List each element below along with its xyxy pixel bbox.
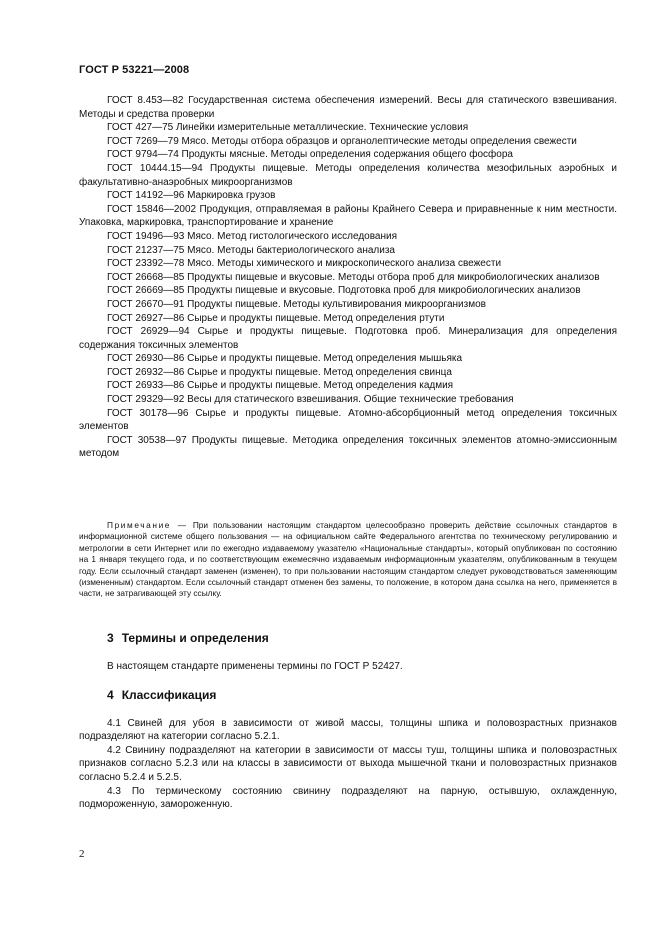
page-number: 2 — [79, 848, 85, 860]
reference-item: ГОСТ 26930—86 Сырье и продукты пищевые. Метод определения мышьяка — [107, 353, 463, 365]
reference-item: ГОСТ 26668—85 Продукты пищевые и вкусовые. Методы отбора проб для микробиологических анализов — [107, 271, 600, 283]
section-4-heading — [107, 688, 216, 702]
reference-item: ГОСТ 8.453—82 Государственная система обеспечения измерений. Весы для статического взвешивания. Методы и средства проверки — [79, 95, 617, 120]
section-number: 3 — [107, 631, 114, 645]
reference-item: ГОСТ 19496—93 Мясо. Метод гистологического исследования — [107, 230, 398, 242]
reference-item: ГОСТ 26670—91 Продукты пищевые. Методы культивирования микроорганизмов — [107, 298, 486, 310]
reference-item: ГОСТ 21237—75 Мясо. Методы бактериологического анализа — [107, 244, 395, 256]
reference-item: ГОСТ 29329—92 Весы для статического взвешивания. Общие технические требования — [107, 394, 514, 406]
reference-item: ГОСТ 26669—85 Продукты пищевые и вкусовые. Подготовка проб для микробиологических анализов — [107, 285, 581, 297]
section-3-heading — [107, 631, 269, 645]
clause-4-1: 4.1 Свиней для убоя в зависимости от живой массы, толщины шпика и половозрастных признаков подразделяют на категории согласно 5.2.1. — [79, 718, 617, 743]
reference-item: ГОСТ 9794—74 Продукты мясные. Методы определения содержания общего фосфора — [107, 149, 513, 161]
reference-item: ГОСТ 15846—2002 Продукция, отправляемая в районы Крайнего Севера и приравненные к ним местности. Упаковка, маркировка, транспортирование и хранение — [79, 203, 617, 229]
reference-item: ГОСТ 14192—96 Маркировка грузов — [107, 190, 276, 202]
normative-references-list — [79, 94, 617, 461]
document-header: ГОСТ Р 53221—2008 — [79, 64, 190, 76]
clause-4-3: 4.3 По термическому состоянию свинину подразделяют на парную, остывшую, охлажденную, подмороженную, замороженную. — [79, 786, 617, 811]
section-title: Термины и определения — [121, 631, 269, 645]
section-3-text: В настоящем стандарте применены термины по ГОСТ Р 52427. — [107, 661, 403, 672]
reference-item: ГОСТ 26927—86 Сырье и продукты пищевые. Метод определения ртути — [107, 312, 445, 324]
reference-item: ГОСТ 26933—86 Сырье и продукты пищевые. Метод определения кадмия — [107, 380, 454, 392]
reference-item: ГОСТ 427—75 Линейки измерительные металлические. Технические условия — [107, 122, 469, 134]
note-text: При пользовании настоящим стандартом целесообразно проверить действие ссылочных стандартов в информационной системе общего пользования — на официальном сайте Федерального агентства по техническому регулированию и метрологии в сети Интернет или по ежегодно издаваемому указателю «Национальные стандарты», который опубликован по состоянию на 1 января текущего года, и по соответствующим ежемесячно издаваемым информационным указателям, опубликованным в текущем году. Если ссылочный стандарт заменен (изменен), то при пользовании настоящим стандартом следует руководствоваться заменяющим (измененным) стандартом. Если ссылочный стандарт отменен без замены, то положение, в котором дана ссылка на него, применяется в части, не затрагивающей эту ссылку. — [79, 520, 618, 599]
reference-item: ГОСТ 30178—96 Сырье и продукты пищевые. Атомно-абсорбционный метод определения токсичных элементов — [79, 407, 617, 433]
clause-4-2: 4.2 Свинину подразделяют на категории в зависимости от массы туш, толщины шпика и половозрастных признаков согласно 5.2.3 или на классы в зависимости от выхода мышечной ткани и половозрастных признаков согласно 5.2.4 и 5.2.5. — [79, 745, 617, 783]
section-number: 4 — [107, 688, 114, 702]
references-note — [79, 520, 617, 600]
reference-item: ГОСТ 7269—79 Мясо. Методы отбора образцов и органолептические методы определения свежести — [107, 135, 577, 147]
reference-item: ГОСТ 26929—94 Сырье и продукты пищевые. Подготовка проб. Минерализация для определения содержания токсичных элементов — [79, 326, 617, 351]
reference-item: ГОСТ 10444.15—94 Продукты пищевые. Методы определения количества мезофильных аэробных и факультативно-анаэробных микроорганизмов — [79, 162, 617, 188]
reference-item: ГОСТ 23392—78 Мясо. Методы химического и микроскопического анализа свежести — [107, 258, 502, 270]
reference-item: ГОСТ 30538—97 Продукты пищевые. Методика определения токсичных элементов атомно-эмиссионным методом — [79, 434, 617, 460]
reference-item: ГОСТ 26932—86 Сырье и продукты пищевые. Метод определения свинца — [107, 366, 452, 378]
section-title: Классификация — [121, 688, 217, 702]
note-label: Примечание — — [107, 520, 188, 530]
